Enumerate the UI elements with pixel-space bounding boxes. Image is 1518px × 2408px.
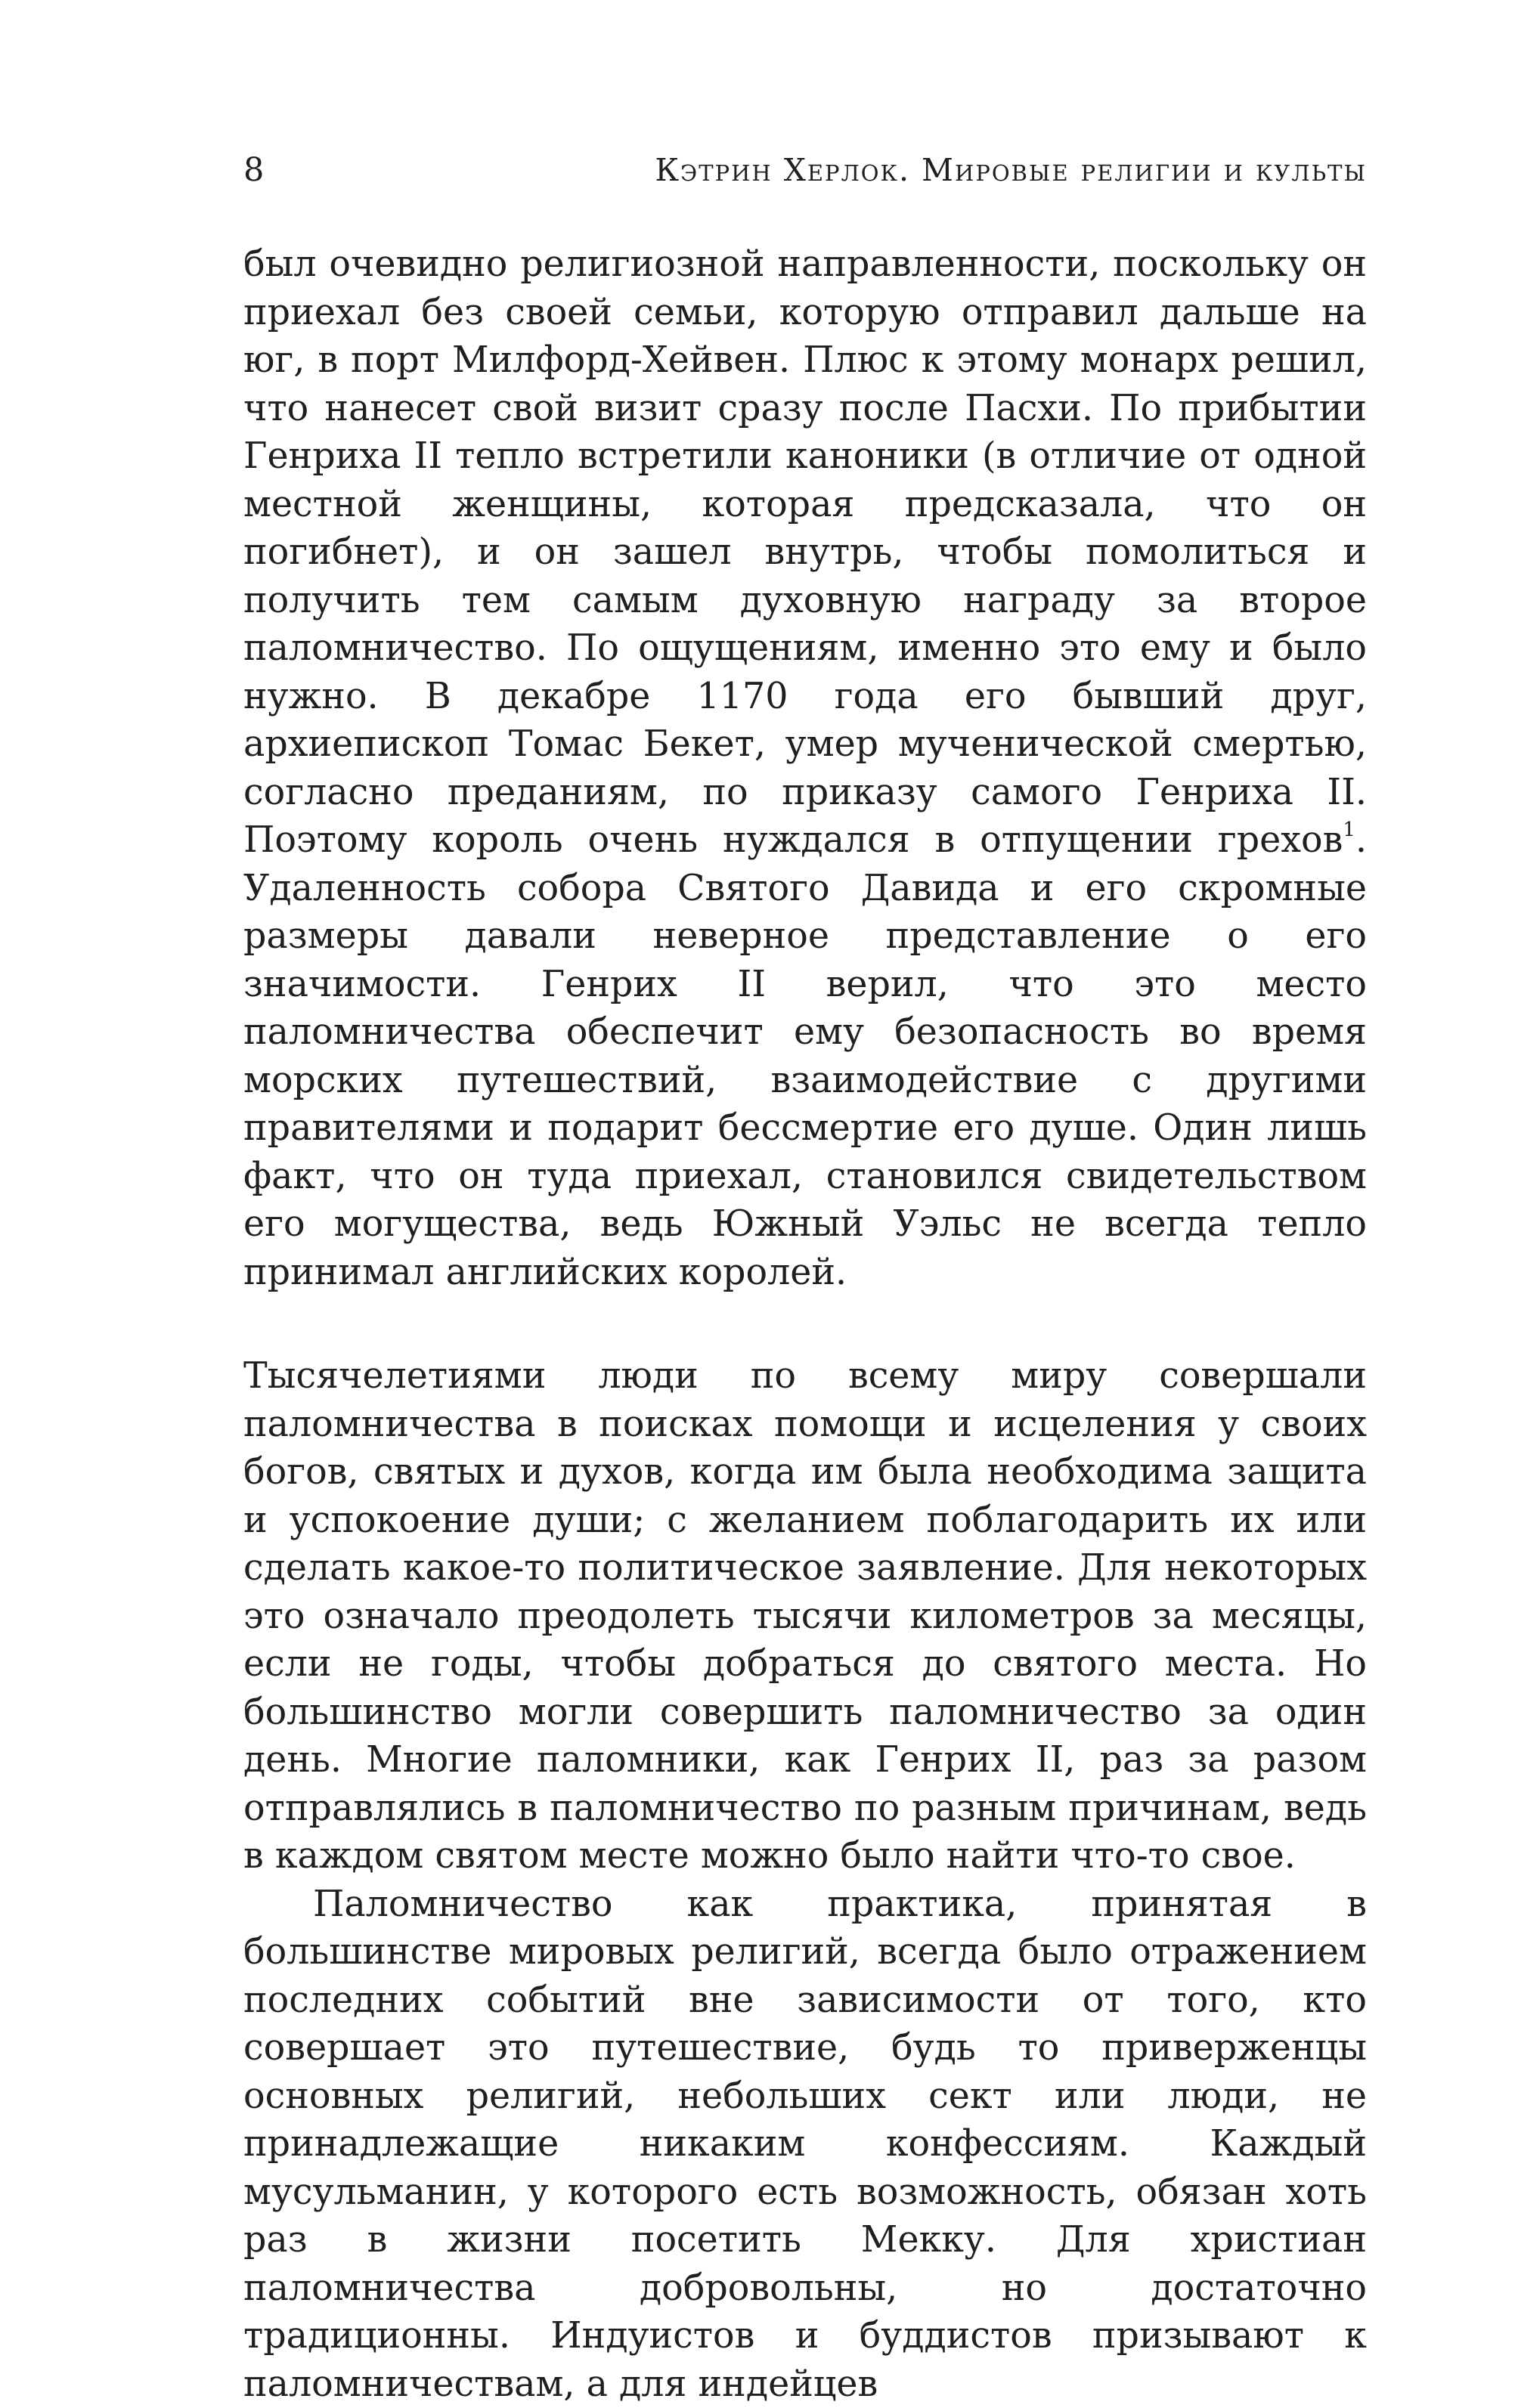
running-title: Кэтрин Херлок. Мировые религии и культы	[655, 152, 1367, 188]
page-number: 8	[243, 151, 264, 189]
section-break	[243, 1296, 1367, 1352]
running-header	[243, 151, 1367, 204]
paragraph-indented: Паломничество как практика, принятая в большинстве мировых религий, всегда было отражением последних событий вне зависимости от того, кто совершает это путешествие, будь то приверженцы основных религий, небольших сект или люди, не принадлежащие никаким конфессиям. Каждый мусульманин, у которого есть возможность, обязан хоть раз в жизни посетить Мекку. Для христиан паломничества добровольны, но достаточно традиционны. Индуистов и буддистов призывают к паломничествам, а для индейцев	[243, 1880, 1367, 2408]
paragraph-section-start: Тысячелетиями люди по всему миру совершали паломничества в поисках помощи и исцеления у своих богов, святых и духов, когда им была необходима защита и успокоение души; с желанием поблагодарить их или сделать какое-то политическое заявление. Для некоторых это означало преодолеть тысячи километров за месяцы, если не годы, чтобы добраться до святого места. Но большинство могли совершить паломничество за один день. Многие паломники, как Генрих II, раз за разом отправлялись в паломничество по разным причинам, ведь в каждом святом месте можно было найти что-то свое.	[243, 1352, 1367, 1880]
body-text	[243, 240, 1367, 2408]
paragraph-text: . Удаленность собора Святого Давида и его скромные размеры давали неверное представление о его значимости. Генрих II верил, что это место паломничества обеспечит ему безопасность во время морских путешествий, взаимодействие с другими правителями и подарит бессмертие его душе. Один лишь факт, что он туда приехал, становился свидетельством его могущества, ведь Южный Уэльс не всегда тепло принимал английских королей.	[243, 819, 1367, 1293]
footnote-reference: 1	[1343, 819, 1355, 841]
paragraph-continuation	[243, 240, 1367, 1296]
paragraph-text: был очевидно религиозной направленности, поскольку он приехал без своей семьи, которую отправил дальше на юг, в порт Милфорд-Хейвен. Плюс к этому монарх решил, что нанесет свой визит сразу после Пасхи. По прибытии Генриха II тепло встретили каноники (в отличие от одной местной женщины, которая предсказала, что он погибнет), и он зашел внутрь, чтобы помолиться и получить тем самым духовную награду за второе паломничество. По ощущениям, именно это ему и было нужно. В декабре 1170 года его бывший друг, архиепископ Томас Бекет, умер мученической смертью, согласно преданиям, по приказу самого Генриха II. Поэтому король очень нуждался в отпущении грехов	[243, 243, 1367, 861]
